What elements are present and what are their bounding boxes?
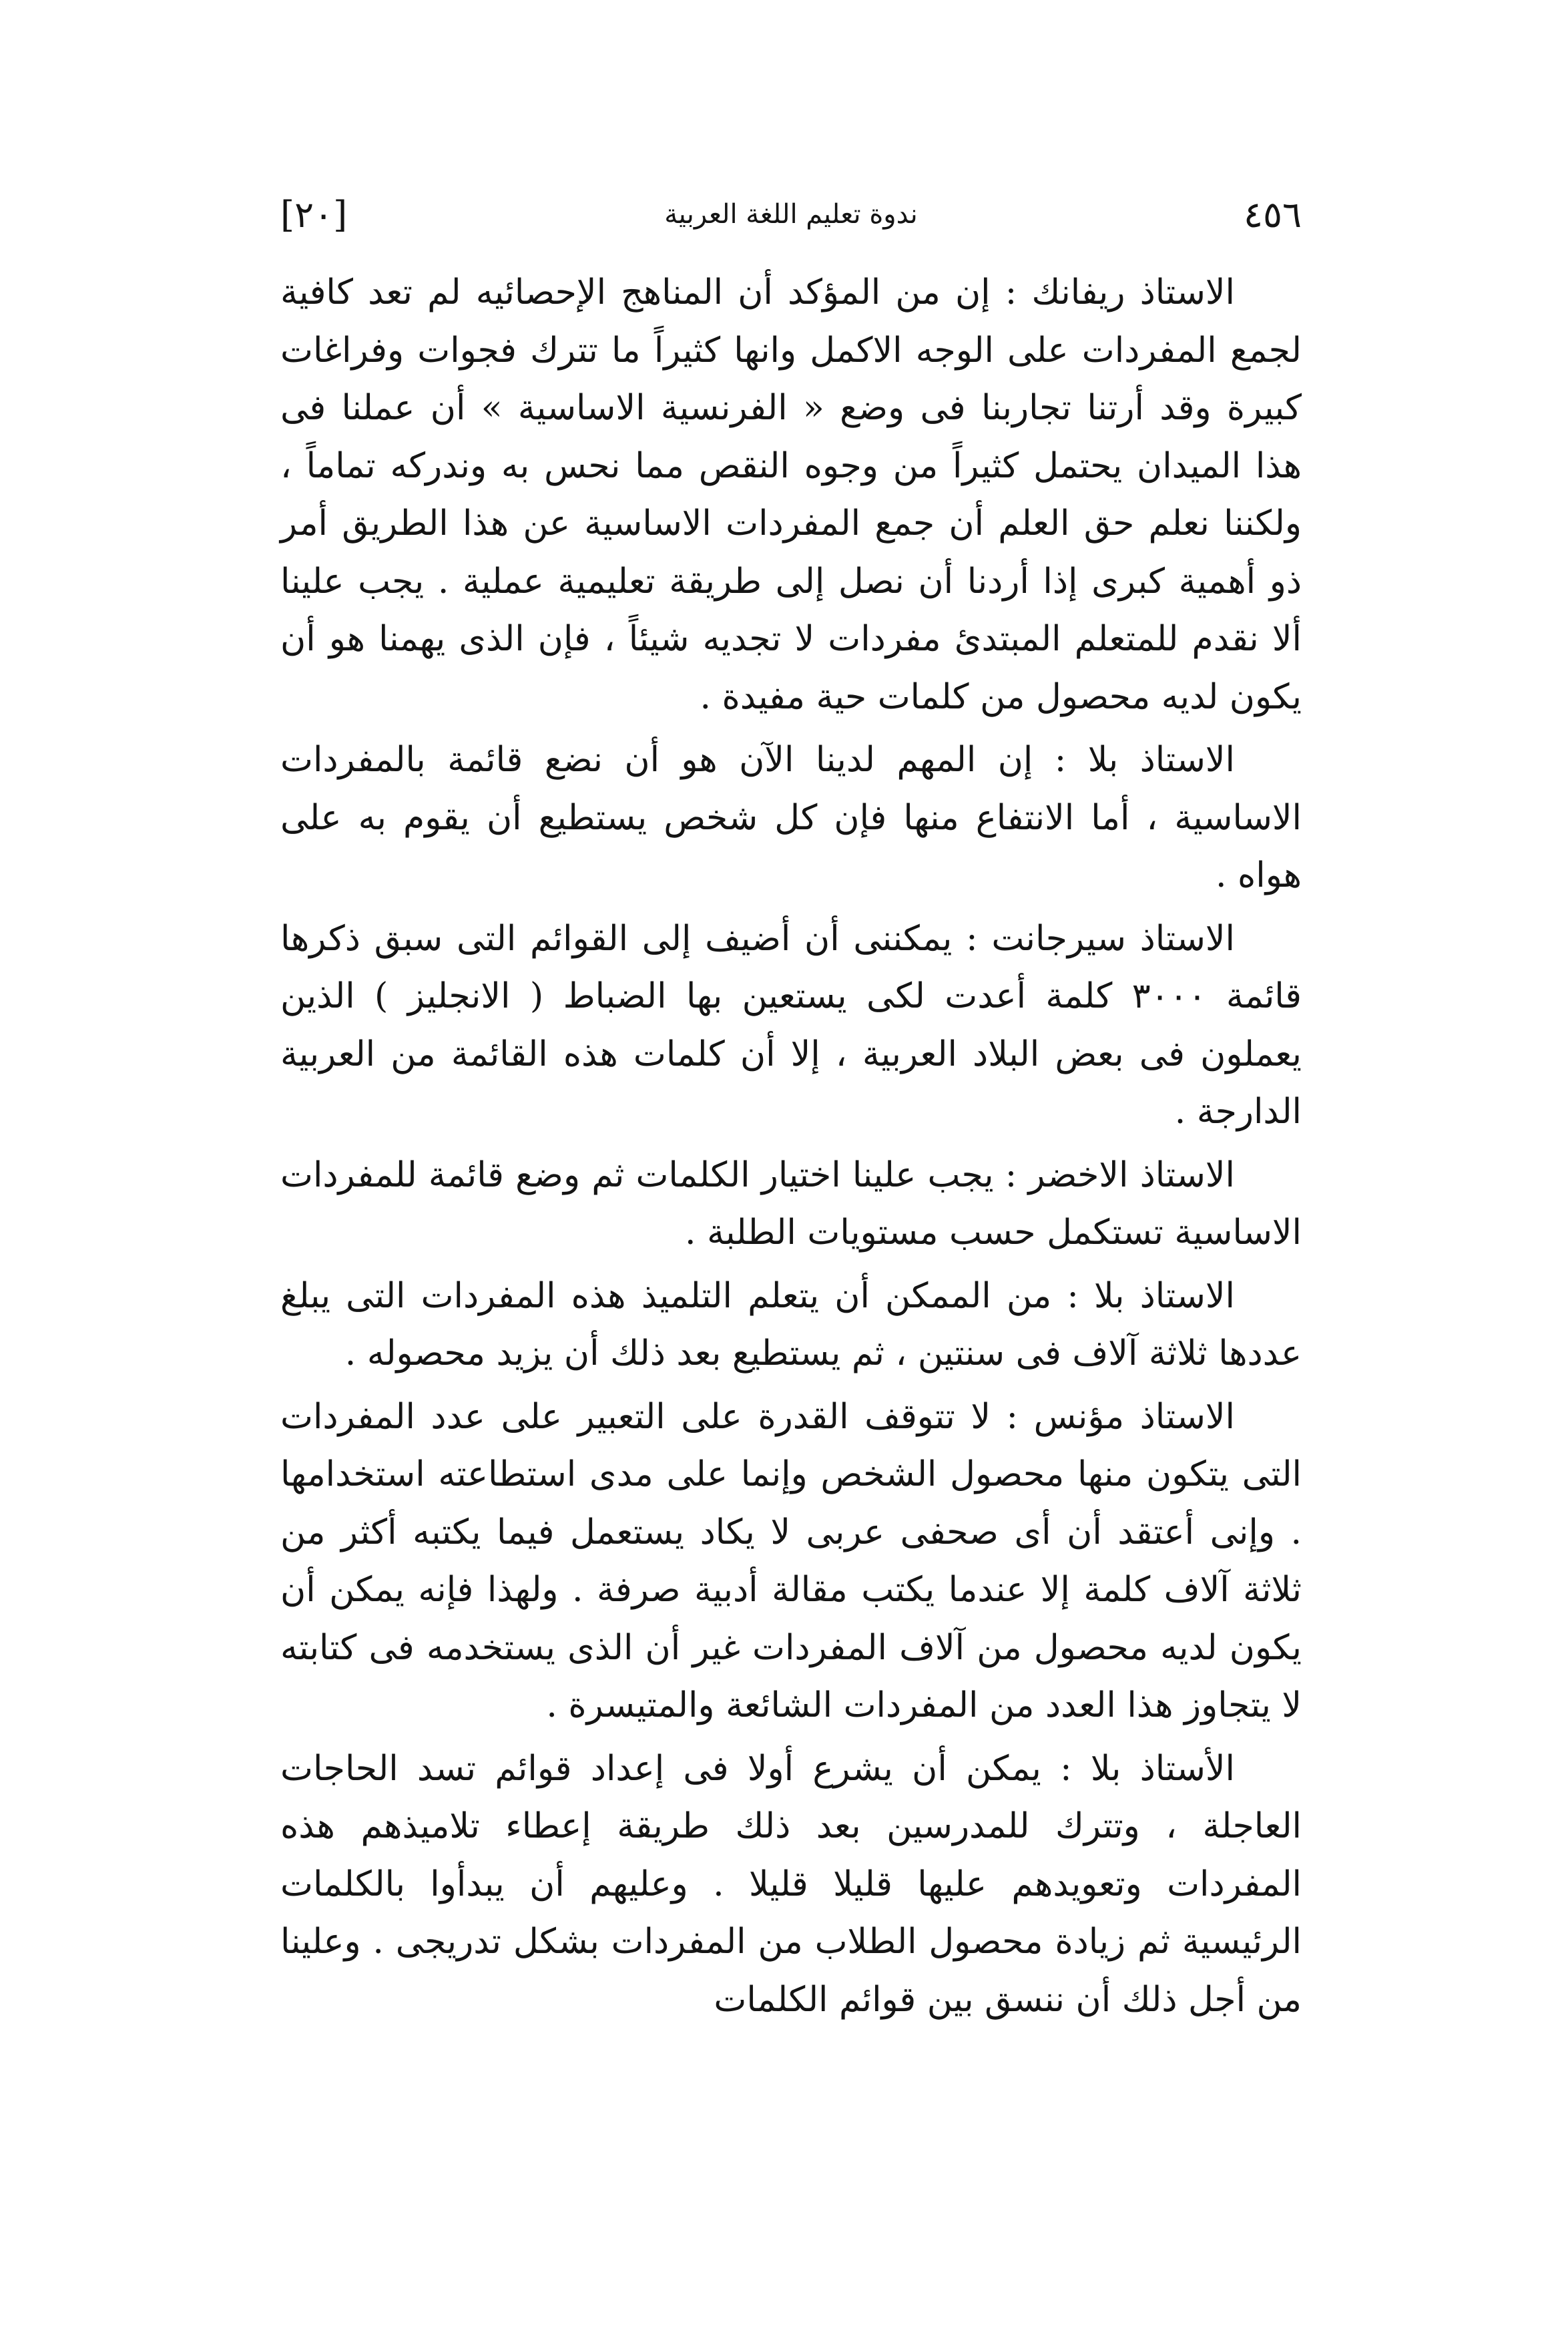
page-number: ٤٥٦ — [1243, 194, 1302, 236]
running-title: ندوة تعليم اللغة العربية — [664, 199, 918, 230]
paragraph-rivanck: الاستاذ ريفانك : إن من المؤكد أن المناهج الإحصائيه لم تعد كافية لجمع المفردات على الوجه الاكمل وانها كثيراً ما تترك فجوات وفراغات كبيرة وقد أرتنا تجاربنا فى وضع « الفرنسية الاساسية » أن عملنا فى هذا الميدان يحتمل كثيراً من وجوه النقص مما نحس به وندركه تماماً ، ولكننا نعلم حق العلم أن جمع المفردات الاساسية عن هذا الطريق أمر ذو أهمية كبرى إذا أردنا أن نصل إلى طريقة تعليمية عملية . يجب علينا ألا نقدم للمتعلم المبتدئ مفردات لا تجديه شيئاً ، فإن الذى يهمنا هو أن يكون لديه محصول من كلمات حية مفيدة . — [280, 272, 1302, 717]
paragraph-akhdar: الاستاذ الاخضر : يجب علينا اختيار الكلمات ثم وضع قائمة للمفردات الاساسية تستكمل حسب مستويات الطلبة . — [280, 1154, 1302, 1253]
section-number: [٢٠] — [280, 194, 348, 236]
paragraph-pellat-3: الأستاذ بلا : يمكن أن يشرع أولا فى إعداد قوائم تسد الحاجات العاجلة ، وتترك للمدرسين بعد ذلك طريقة إعطاء تلاميذهم هذه المفردات وتعويدهم عليها قليلا قليلا . وعليهم أن يبدأوا بالكلمات الرئيسية ثم زيادة محصول الطلاب من المفردات بشكل تدريجى . وعلينا من أجل ذلك أن ننسق بين قوائم الكلمات — [280, 1748, 1302, 2020]
running-head — [280, 194, 1302, 247]
body-text — [280, 264, 1302, 2034]
paragraph-pellat-1: الاستاذ بلا : إن المهم لدينا الآن هو أن نضع قائمة بالمفردات الاساسية ، أما الانتفاع منها فإن كل شخص يستطيع أن يقوم به على هواه . — [280, 740, 1302, 895]
paragraph-serjeant: الاستاذ سيرجانت : يمكننى أن أضيف إلى القوائم التى سبق ذكرها قائمة ٣٠٠٠ كلمة أعدت لكى يستعين بها الضباط ( الانجليز ) الذين يعملون فى بعض البلاد العربية ، إلا أن كلمات هذه القائمة من العربية الدارجة . — [280, 918, 1302, 1132]
paragraph-mounes: الاستاذ مؤنس : لا تتوقف القدرة على التعبير على عدد المفردات التى يتكون منها محصول الشخص وإنما على مدى استطاعته استخدامها . وإنى أعتقد أن أى صحفى عربى لا يكاد يستعمل فيما يكتبه أكثر من ثلاثة آلاف كلمة إلا عندما يكتب مقالة أدبية صرفة . ولهذا فإنه يمكن أن يكون لديه محصول من آلاف المفردات غير أن الذى يستخدمه فى كتابته لا يتجاوز هذا العدد من المفردات الشائعة والمتيسرة . — [280, 1396, 1302, 1725]
paragraph-pellat-2: الاستاذ بلا : من الممكن أن يتعلم التلميذ هذه المفردات التى يبلغ عددها ثلاثة آلاف فى سنتين ، ثم يستطيع بعد ذلك أن يزيد محصوله . — [280, 1275, 1302, 1373]
